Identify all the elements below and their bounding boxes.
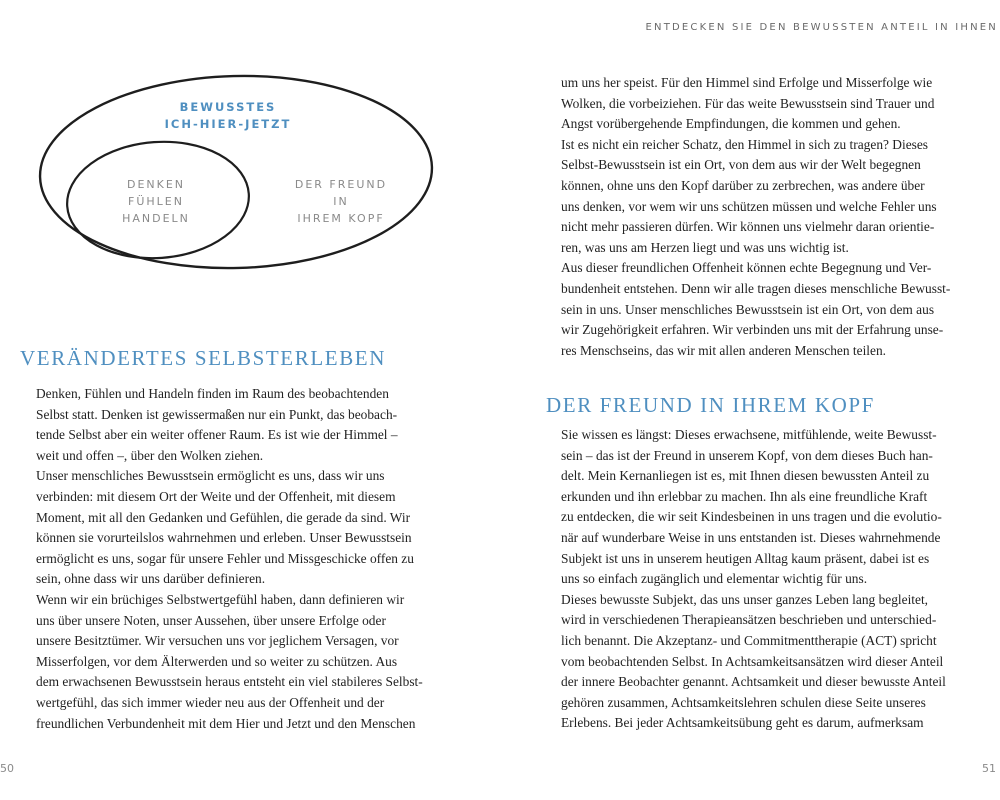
body-line: können, ohne uns den Kopf darüber zu zerbrechen, was andere über [561,177,925,193]
body-line: Sie wissen es längst: Dieses erwachsene, mitfühlende, weite Bewusst- [561,427,937,442]
inner-label-line-2: FÜHLEN [128,195,184,208]
body-line: unsere Besitztümer. Wir versuchen uns vor jeglichem Versagen, vor [36,633,399,649]
body-line: gehören zusammen, Achtsamkeitslehren schulen diese Seite unseres [561,694,926,710]
body-line: zu entdecken, die wir seit Kindesbeinen in uns tragen und die evolutio- [561,509,942,525]
running-header: ENTDECKEN SIE DEN BEWUSSTEN ANTEIL IN IHNEN [645,22,998,33]
body-line: wir Zugehörigkeit erfahren. Wir verbinden uns mit der Erfahrung unse- [561,322,944,338]
body-line: Aus dieser freundlichen Offenheit können echte Begegnung und Ver- [561,260,932,276]
right-label-line-2: IN [333,195,349,208]
right-top-body [561,73,950,361]
left-heading: VERÄNDERTES SELBSTERLEBEN [20,346,386,370]
body-line: wird in verschiedenen Therapieansätzen beschrieben und unterschied- [561,612,937,628]
body-line: Selbst-Bewusstsein ist ein Ort, von dem aus wir der Welt begegnen [561,157,921,173]
right-label-line-3: IHREM KOPF [297,212,385,225]
left-body [36,384,423,734]
awareness-diagram [0,0,500,300]
body-line: Denken, Fühlen und Handeln finden im Raum des beobachtenden [36,386,389,401]
body-line: verbinden: mit diesem Ort der Weite und der Offenheit, mit diesem [36,488,396,504]
body-line: Angst vorübergehende Empfindungen, die kommen und gehen. [561,116,901,132]
right-heading: DER FREUND IN IHREM KOPF [546,393,875,417]
body-line: res Menschseins, das wir mit allen anderen Menschen teilen. [561,342,886,358]
body-line: uns so einfach zugänglich und elementar wichtig für uns. [561,571,868,587]
body-line: sein in uns. Unser menschliches Bewusstsein ist ein Ort, von dem aus [561,301,935,317]
body-line: ren, was uns am Herzen liegt und was uns wichtig ist. [561,239,849,255]
outer-label-line-1: BEWUSSTES [179,100,277,114]
body-line: Subjekt ist uns in unserem heutigen Alltag kaum präsent, dabei ist es [561,550,930,566]
body-line: Moment, mit all den Gedanken und Gefühlen, die gerade da sind. Wir [36,509,411,525]
body-line: ermöglicht es uns, sogar für unsere Fehler und Missgeschicke offen zu [36,550,414,566]
body-line: när auf wunderbare Weise in uns entstanden ist. Dieses wahrnehmende [561,529,941,545]
body-line: sein – das ist der Freund in unserem Kopf, von dem dieses Buch han- [561,447,933,463]
body-line: vom beobachtenden Selbst. In Achtsamkeitsansätzen wird dieser Anteil [561,653,944,669]
right-label-line-1: DER FREUND [294,178,388,191]
body-line: können sie vorurteilslos wahrnehmen und erleben. Unser Bewusstsein [36,530,412,546]
inner-label-line-1: DENKEN [126,178,186,191]
outer-label-line-2: ICH-HIER-JETZT [164,117,292,131]
body-line: um uns her speist. Für den Himmel sind Erfolge und Misserfolge wie [561,75,933,90]
page-number-right: 51 [982,762,996,775]
right-bottom-body [561,425,946,734]
body-line: Selbst statt. Denken ist gewissermaßen nur ein Punkt, das beobach- [36,406,398,422]
body-line: weit und offen –, über den Wolken ziehen. [36,447,264,463]
body-line: Wenn wir ein brüchiges Selbstwertgefühl haben, dann definieren wir [36,591,405,607]
page-number-left: 50 [0,762,14,775]
body-line: sein, ohne dass wir uns darüber definieren. [36,571,266,587]
body-line: Misserfolgen, vor dem Älterwerden und so weiter zu schützen. Aus [36,653,398,669]
body-line: nicht mehr passieren dürfen. Wir können uns vielmehr daran orientie- [561,219,935,235]
body-line: Unser menschliches Bewusstsein ermöglicht es uns, dass wir uns [36,468,385,484]
body-line: Dieses bewusste Subjekt, das uns unser ganzes Leben lang begleitet, [561,591,929,607]
body-line: uns über unsere Noten, unser Aussehen, über unsere Erfolge oder [36,612,386,628]
body-line: uns denken, vor wem wir uns schützen müssen und welche Fehler uns [561,198,937,214]
body-line: Ist es nicht ein reicher Schatz, den Himmel in sich zu tragen? Dieses [561,136,929,152]
body-line: dem erwachsenen Bewusstsein heraus entsteht ein viel stabileres Selbst- [36,674,423,690]
body-line: erkunden und ihn erlebbar zu machen. Ihn als eine freundliche Kraft [561,488,928,504]
body-line: wertgefühl, das sich immer wieder neu aus der Offenheit und der [36,694,385,710]
body-line: Erlebens. Bei jeder Achtsamkeitsübung geht es darum, aufmerksam [561,715,924,731]
body-line: tende Selbst aber ein weiter offener Raum. Es ist wie der Himmel – [36,427,398,443]
body-line: bundenheit entstehen. Denn wir alle tragen dieses menschliche Bewusst- [561,280,951,296]
body-line: freundlichen Verbundenheit mit dem Hier und Jetzt und den Menschen [36,715,416,731]
body-line: delt. Mein Kernanliegen ist es, mit Ihnen diesen bewussten Anteil zu [561,468,930,484]
body-line: der innere Beobachter genannt. Achtsamkeit und dieser bewusste Anteil [561,674,946,690]
inner-label-line-3: HANDELN [122,212,190,225]
body-line: Wolken, die vorbeiziehen. Für das weite Bewusstsein sind Trauer und [561,95,935,111]
body-line: lich benannt. Die Akzeptanz- und Commitmenttherapie (ACT) spricht [561,632,937,648]
